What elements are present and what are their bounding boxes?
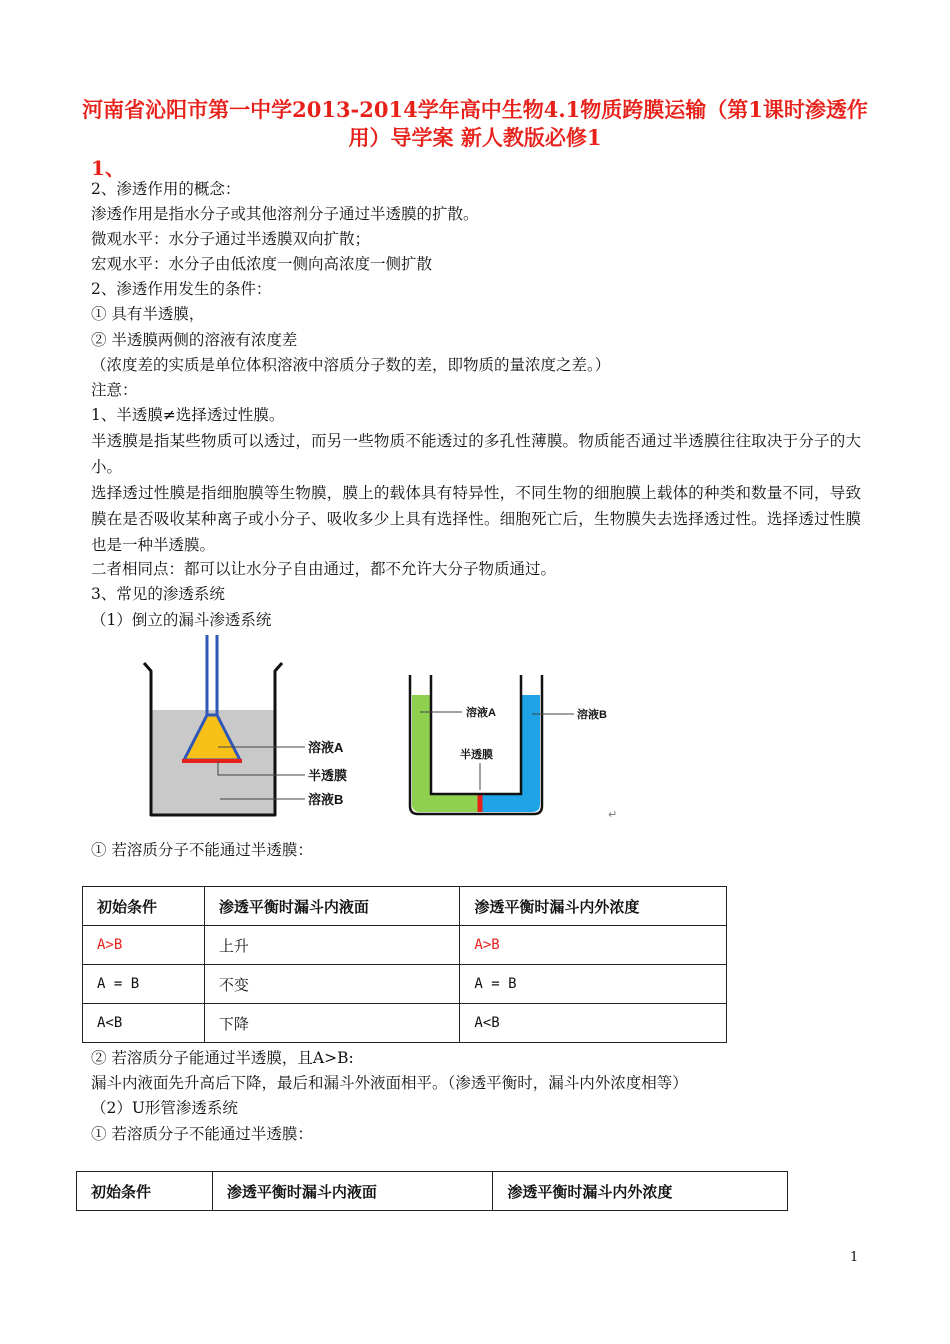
u-tube-inner-wall: [431, 675, 521, 794]
label-solution-b: 溶液B: [577, 709, 607, 721]
header-liquid-level: 渗透平衡时漏斗内液面: [204, 887, 460, 926]
cell-concentration: A>B: [460, 926, 727, 965]
note-1: 1、半透膜≠选择透过性膜。: [91, 406, 285, 424]
selective-membrane-paragraph: 选择透过性膜是指细胞膜等生物膜，膜上的载体具有特异性，不同生物的细胞膜上载体的种类和数量不同，导致膜在是否吸收某种离子或小分子、吸收多少上具有选择性。细胞死亡后，生物膜失去选择透过性。选择透过性膜也是一种半透膜。: [91, 484, 861, 554]
table-row: [83, 926, 727, 965]
cell-level: 上升: [204, 926, 460, 965]
header-liquid-level: 渗透平衡时漏斗内液面: [212, 1172, 493, 1211]
condition-2: ② 半透膜两侧的溶液有浓度差: [91, 331, 298, 349]
return-mark: ↵: [608, 808, 618, 820]
document-title: 河南省沁阳市第一中学2013-2014学年高中生物4.1物质跨膜运输（第1课时渗透作用）导学案 新人教版必修1: [82, 97, 868, 150]
label-solution-a: 溶液A: [308, 740, 344, 755]
header-concentration: 渗透平衡时漏斗内外浓度: [460, 887, 727, 926]
label-solution-b: 溶液B: [308, 792, 344, 807]
concentration-note: （浓度差的实质是单位体积溶液中溶质分子数的差，即物质的量浓度之差。）: [91, 356, 611, 374]
micro-level: 微观水平：水分子通过半透膜双向扩散；: [91, 230, 371, 248]
cell-condition: A<B: [83, 1004, 205, 1043]
u-tube-results-table: [76, 1171, 788, 1211]
table-header-row: [83, 887, 727, 926]
table-header-row: [77, 1172, 788, 1211]
case3-title: ① 若溶质分子不能通过半透膜：: [91, 1125, 313, 1143]
cell-concentration: A = B: [460, 965, 727, 1004]
case1-title: ① 若溶质分子不能通过半透膜：: [91, 841, 313, 859]
condition-1: ① 具有半透膜，: [91, 305, 205, 323]
header-initial-condition: 初始条件: [77, 1172, 213, 1211]
u-tube-system-heading: （2）U形管渗透系统: [91, 1099, 238, 1117]
cell-condition: A = B: [83, 965, 205, 1004]
macro-level: 宏观水平：水分子由低浓度一侧向高浓度一侧扩散: [91, 255, 433, 273]
table-row: [83, 965, 727, 1004]
systems-heading: 3、常见的渗透系统: [91, 585, 225, 603]
page-number: 1: [850, 1250, 859, 1265]
funnel-osmosis-figure: [140, 635, 370, 820]
header-initial-condition: 初始条件: [83, 887, 205, 926]
case2-title: ② 若溶质分子能通过半透膜，且A>B:: [91, 1049, 354, 1067]
concept-definition: 渗透作用是指水分子或其他溶剂分子通过半透膜的扩散。: [91, 205, 479, 223]
label-membrane: 半透膜: [460, 749, 493, 761]
concept-heading: 2、渗透作用的概念：: [91, 180, 241, 198]
cell-condition: A>B: [83, 926, 205, 965]
conditions-heading: 2、渗透作用发生的条件：: [91, 280, 272, 298]
funnel-system-heading: （1）倒立的漏斗渗透系统: [91, 611, 272, 629]
cell-level: 下降: [204, 1004, 460, 1043]
u-tube-osmosis-figure: [400, 660, 625, 820]
case2-text: 漏斗内液面先升高后下降，最后和漏斗外液面相平。（渗透平衡时，漏斗内外浓度相等）: [91, 1074, 688, 1092]
semipermeable-paragraph: 半透膜是指某些物质可以透过，而另一些物质不能透过的多孔性薄膜。物质能否通过半透膜往往取决于分子的大小。: [91, 432, 861, 476]
funnel-results-table: [82, 886, 727, 1043]
section-number: 1、: [91, 156, 125, 180]
table-row: [83, 1004, 727, 1043]
label-solution-a: 溶液A: [466, 707, 496, 719]
label-membrane: 半透膜: [308, 768, 348, 783]
cell-level: 不变: [204, 965, 460, 1004]
common-points: 二者相同点：都可以让水分子自由通过，都不允许大分子物质通过。: [91, 560, 557, 578]
cell-concentration: A<B: [460, 1004, 727, 1043]
attention-label: 注意：: [91, 381, 138, 399]
header-concentration: 渗透平衡时漏斗内外浓度: [493, 1172, 788, 1211]
